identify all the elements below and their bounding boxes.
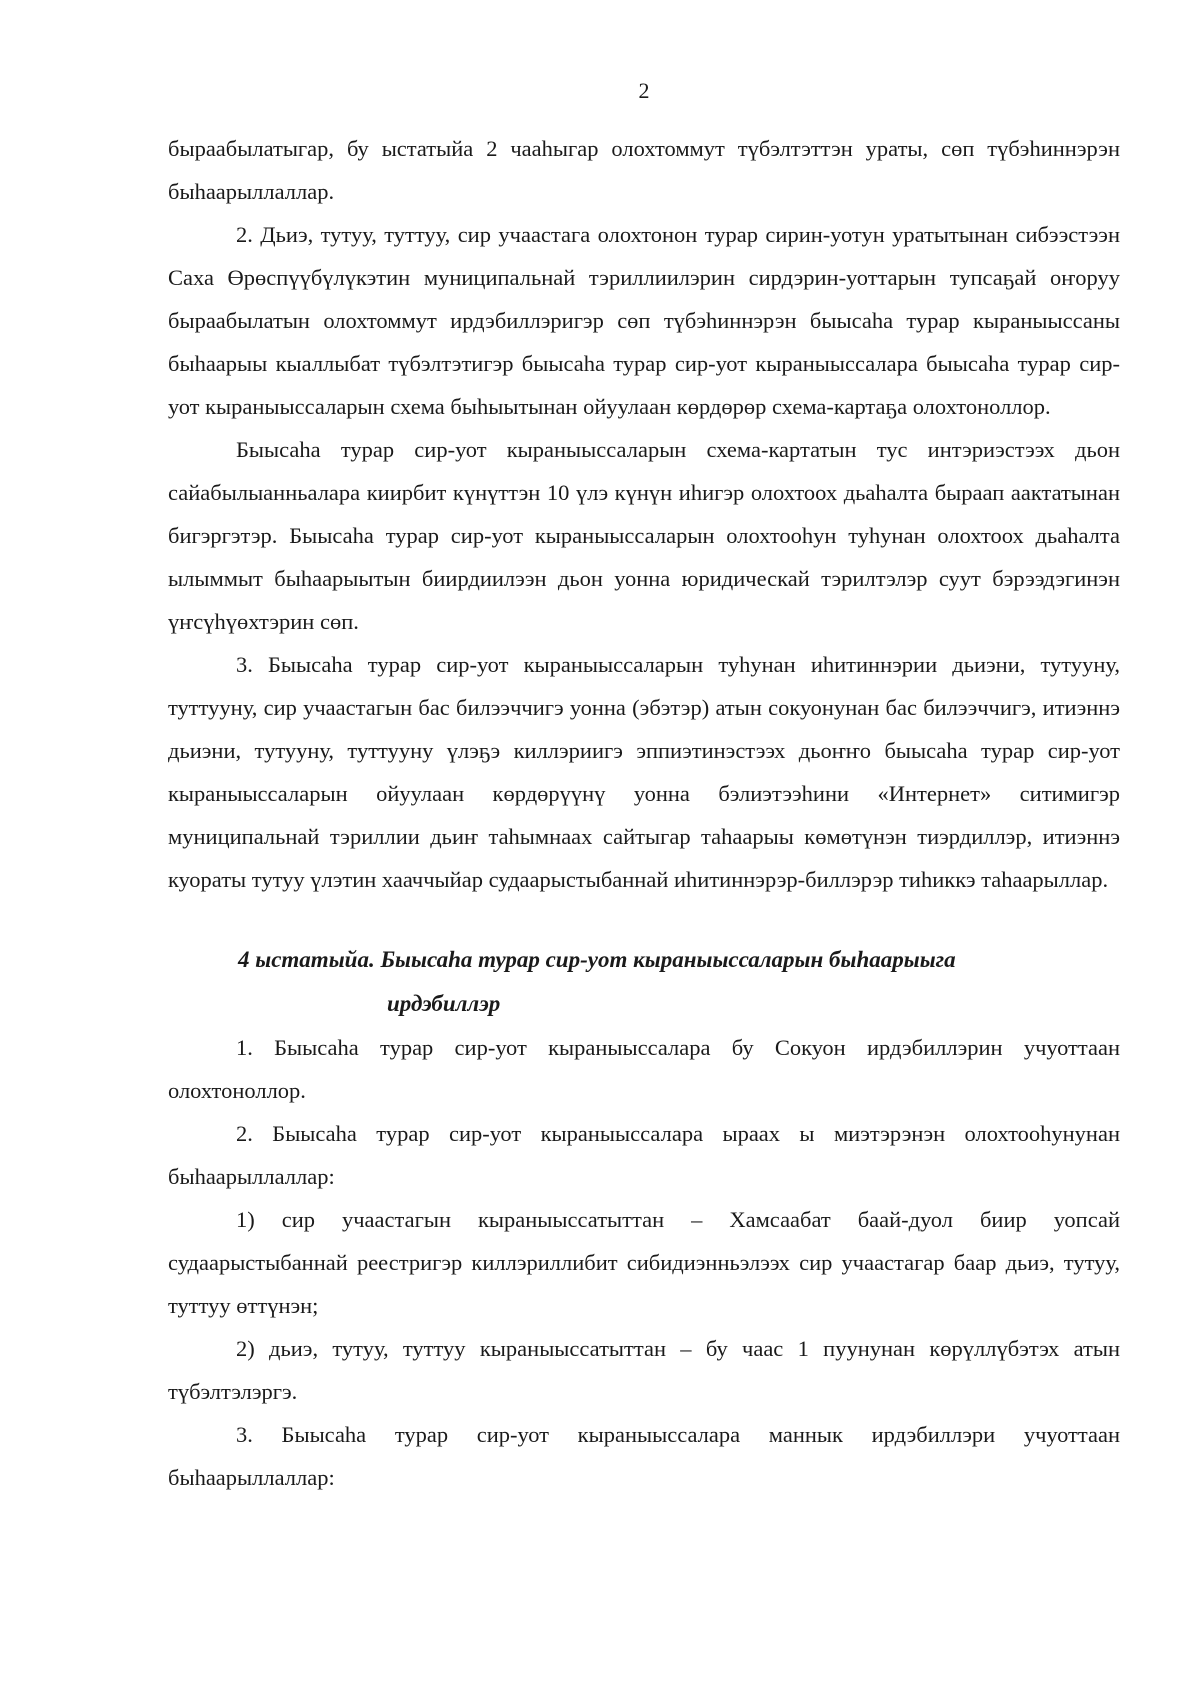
paragraph-article4-point-3: 3. Быысаһа турар сир-уот кыраныыссалара маннык ирдэбиллэри учуоттаан быһаарыллаллар: bbox=[168, 1422, 1120, 1490]
paragraph-continuation: быраабылатыгар, бу ыстатыйа 2 чааһыгар олохтоммут түбэлтэттэн ураты, сөп түбэһиннэрэн быһаарыллаллар. bbox=[168, 136, 1120, 204]
article-heading-line-1: 4 ыстатыйа. Быысаһа турар сир-уот кыраныыссаларын быһаарыыга bbox=[238, 947, 956, 972]
document-body bbox=[168, 127, 1120, 1499]
page-number: 2 bbox=[638, 78, 650, 103]
article-heading-line-2: ирдэбиллэр bbox=[387, 991, 501, 1016]
paragraph-article4-point-1: 1. Быысаһа турар сир-уот кыраныыссалара бу Сокуон ирдэбиллэрин учуоттаан олохтоноллор. bbox=[168, 1035, 1120, 1103]
paragraph-subpoint-2: 2) дьиэ, тутуу, туттуу кыраныыссатыттан – бу чаас 1 пуунунан көрүллүбэтэх атын түбэлтэлэргэ. bbox=[168, 1336, 1120, 1404]
paragraph-subpoint-1: 1) сир учаастагын кыраныыссатыттан – Хамсаабат баай-дуол биир уопсай судаарыстыбаннай реестригэр киллэриллибит сибидиэнньэлээх сир учаастагар баар дьиэ, тутуу, туттуу өттүнэн; bbox=[168, 1207, 1120, 1318]
paragraph-schema-map: Быысаһа турар сир-уот кыраныыссаларын схема-картатын тус интэриэстээх дьон сайабылыанньалара киирбит күнүттэн 10 үлэ күнүн иһигэр олохтоох дьаһалта быраап аактатынан бигэргэтэр. Быысаһа турар сир-уот кыраныыссаларын олохтооһун туһунан олохтоох дьаһалта ылыммыт быһаарыытын биирдиилээн дьон уонна юридическай тэрилтэлэр суут бэрээдэгинэн үҥсүһүөхтэрин сөп. bbox=[168, 437, 1120, 634]
paragraph-point-3: 3. Быысаһа турар сир-уот кыраныыссаларын туһунан иһитиннэрии дьиэни, тутууну, туттууну, сир учаастагын бас билээччигэ уонна (эбэтэр) атын сокуонунан бас билээччигэ, итиэннэ дьиэни, тутууну, туттууну үлэҕэ киллэриигэ эппиэтинэстээх дьоҥҥо быысаһа турар сир-уот кыраныыссаларын ойуулаан көрдөрүүнү уонна бэлиэтээһини «Интернет» ситимигэр муниципальнай тэриллии дьиҥ таһымнаах сайтыгар таһаарыы көмөтүнэн тиэрдиллэр, итиэннэ куораты тутуу үлэтин хааччыйар судаарыстыбаннай иһитиннэрэр-биллэрэр тиһиккэ таһаарыллар. bbox=[168, 652, 1120, 892]
paragraph-article4-point-2: 2. Быысаһа турар сир-уот кыраныыссалара ыраах ы миэтэрэнэн олохтооһунунан быһаарыллаллар: bbox=[168, 1121, 1120, 1189]
article-heading bbox=[168, 938, 1120, 1026]
paragraph-point-2: 2. Дьиэ, тутуу, туттуу, сир учаастага олохтонон турар сирин-уотун уратытынан сибээстээн Саха Өрөспүүбүлүкэтин муниципальнай тэриллиилэрин сирдэрин-уоттарын тупсаҕай оҥоруу быраабылатын олохтоммут ирдэбиллэригэр сөп түбэһиннэрэн быысаһа турар кыраныыссаны быһаарыы кыаллыбат түбэлтэтигэр быысаһа турар сир-уот кыраныыссалара быысаһа турар сир-уот кыраныыссаларын схема быһыытынан ойуулаан көрдөрөр схема-картаҕа олохтоноллор. bbox=[168, 222, 1120, 419]
